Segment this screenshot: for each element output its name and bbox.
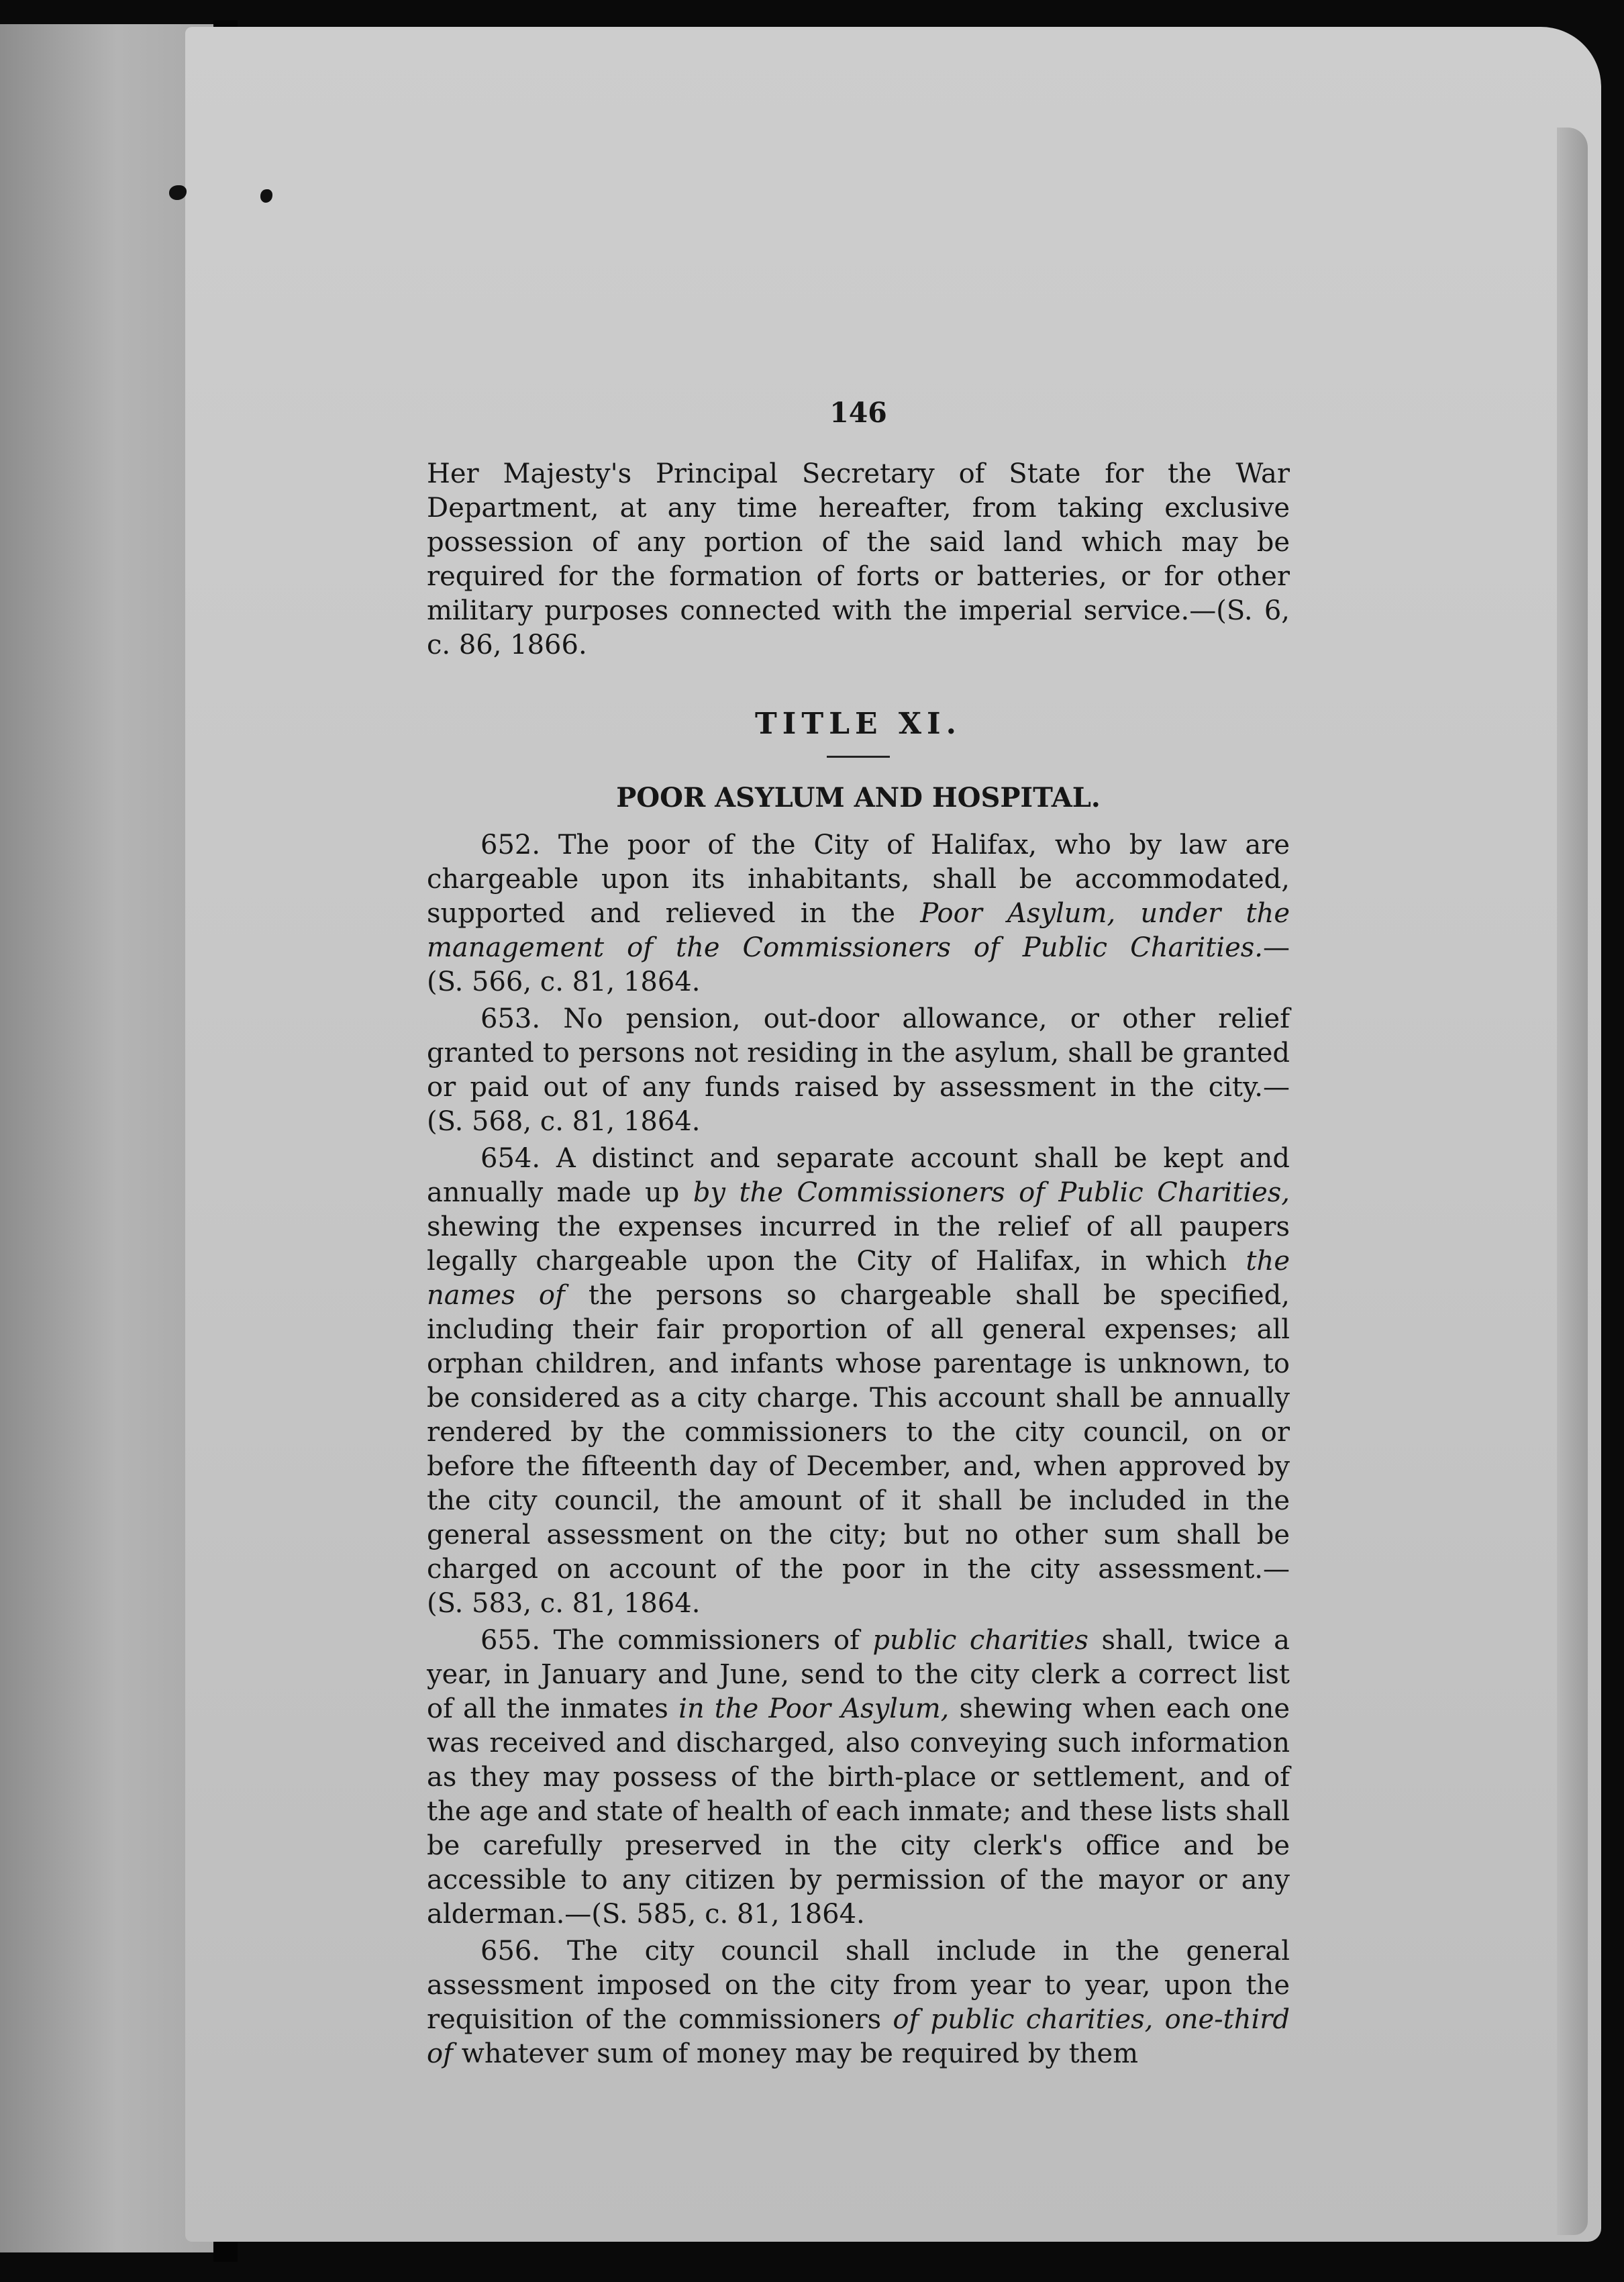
section-652 [427, 828, 1290, 999]
section-text: No pension, out-door allowance, or other relief granted to persons not residing in the asylum, shall be granted or paid out of any funds raised by assessment in the city.— [427, 1003, 1290, 1103]
section-text: — [1263, 932, 1290, 963]
page-edge [1557, 128, 1588, 2235]
intro-paragraph: Her Majesty's Principal Secretary of State for the War Department, at any time hereafter, from taking exclusive possession of any portion of the said land which may be required for the formation of forts or batteries, or for other military purposes connected with the imperial service.—(S. 6, c. 86, 1866. [427, 458, 1290, 660]
section-citation: (S. 568, c. 81, 1864. [427, 1106, 701, 1137]
section-citation: (S. 566, c. 81, 1864. [427, 966, 701, 997]
section-number: 653. [480, 1003, 541, 1034]
section-text: The poor of the City of Halifax, who by law are chargeable upon its inhabitants, shall be accommodated, supported and relieved in the [427, 830, 1290, 929]
section-653 [427, 1002, 1290, 1139]
section-text: shewing when each one was received and discharged, also conveying such information as they may possess of the birth-place or settlement, and of the age and state of health of each inmate; and these lists shall be carefully preserved in the city clerk's office and be accessible to any citizen by permission of the mayor or any alderman.— [427, 1693, 1290, 1930]
section-text: shewing the expenses incurred in the relief of all paupers legally chargeable upon the City of Halifax, in which [427, 1211, 1290, 1277]
section-number: 654. [480, 1143, 541, 1174]
section-text: the persons so chargeable shall be specified, including their fair proportion of all general expenses; all orphan children, and infants whose parentage is unknown, to be considered as a city charge. This account shall be annually rendered by the commissioners to the city council, on or before the fifteenth day of December, and, when approved by the city council, the amount of it shall be included in the general assessment on the city; but no other sum shall be charged on account of the poor in the city assessment.— [427, 1280, 1290, 1585]
section-italic: of public charities, one-third of [427, 2004, 1290, 2069]
title-rule [827, 756, 890, 758]
section-citation: (S. 585, c. 81, 1864. [591, 1899, 865, 1930]
section-citation: (S. 583, c. 81, 1864. [427, 1588, 701, 1619]
section-italic: public charities [872, 1625, 1088, 1656]
section-italic: by the Commissioners of Public Charities, [693, 1177, 1290, 1208]
section-656 [427, 1934, 1290, 2071]
section-text: The city council shall include in the general assessment imposed on the city from year to year, upon the requisition of the commissioners [427, 1936, 1290, 2035]
section-italic: in the Poor Asylum, [678, 1693, 950, 1724]
page-content [427, 396, 1290, 2071]
section-text: shall, twice a year, in January and June, send to the city clerk a correct list of all the inmates [427, 1625, 1290, 1724]
section-italic: the names of [427, 1246, 1290, 1311]
section-654 [427, 1142, 1290, 1621]
section-heading: POOR ASYLUM AND HOSPITAL. [616, 782, 1101, 813]
page-number: 146 [829, 397, 887, 429]
title-heading: TITLE XI. [755, 707, 962, 741]
section-number: 656. [480, 1936, 541, 1967]
section-number: 655. [480, 1625, 541, 1656]
section-655 [427, 1624, 1290, 1932]
section-text: A distinct and separate account shall be kept and annually made up [427, 1143, 1290, 1208]
section-text: The commissioners of [553, 1625, 873, 1656]
section-text: whatever sum of money may be required by them [452, 2038, 1139, 2069]
section-number: 652. [480, 830, 541, 860]
left-page [0, 24, 213, 2252]
section-italic: Poor Asylum, under the management of the Commissioners of Public Charities. [427, 898, 1290, 963]
